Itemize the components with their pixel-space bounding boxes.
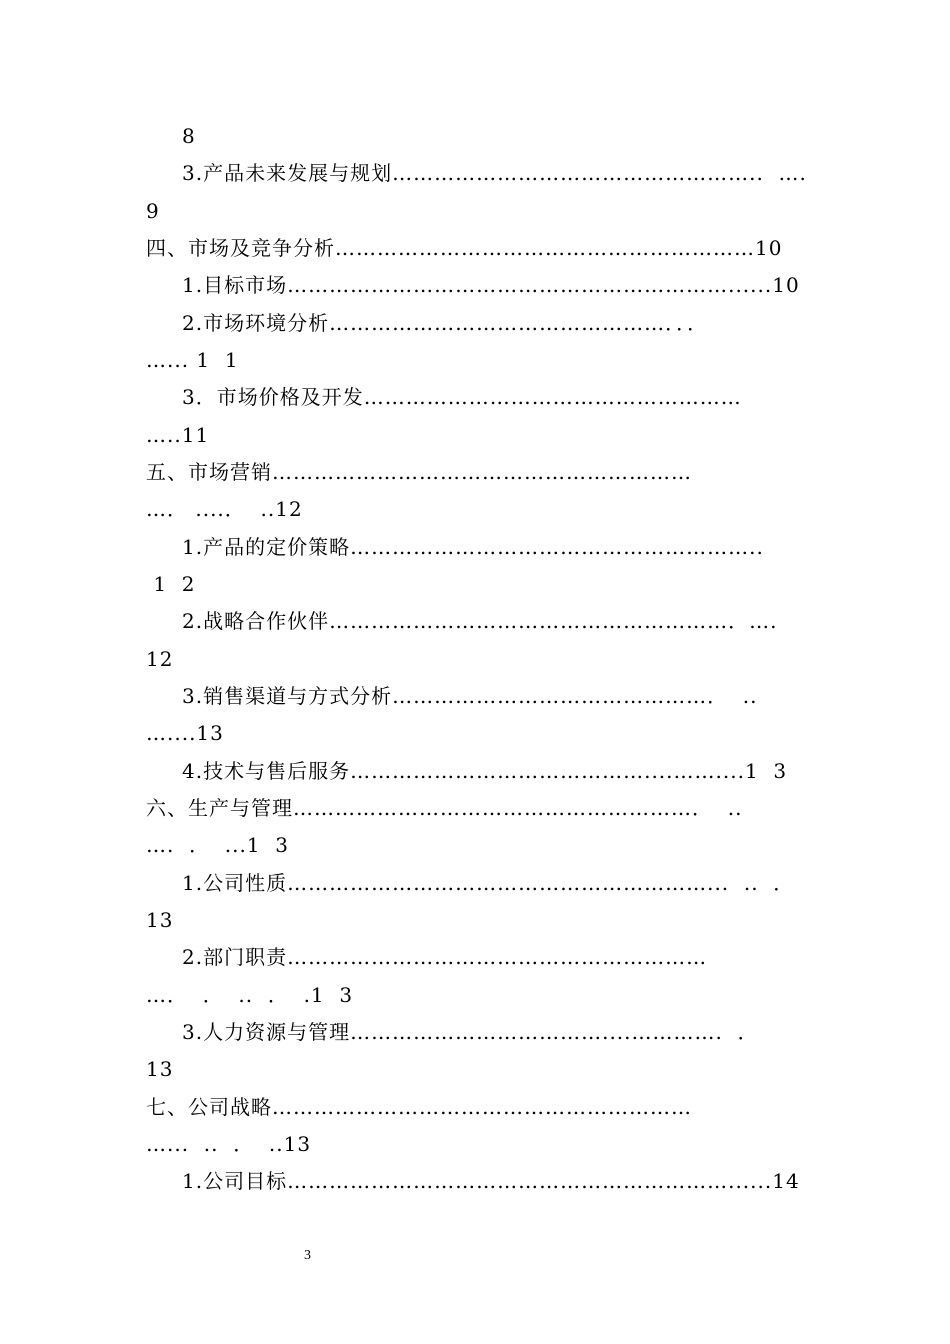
toc-line: 3．市场价格及开发……………………………………………… xyxy=(182,385,742,409)
toc-line: 七、公司战略…………………………………………………… xyxy=(146,1095,692,1119)
toc-line: 4.技术与售后服务……………………………………....……....1 3 xyxy=(182,759,788,783)
toc-line: 1.目标市场………………………………………………………......10 xyxy=(182,273,800,297)
toc-line: 1.公司目标………………………………………………………......14 xyxy=(182,1169,800,1193)
toc-line: 8 xyxy=(182,124,196,148)
toc-line: 3.人力资源与管理………………………………....…………. ． xyxy=(182,1020,759,1044)
page-number: 3 xyxy=(304,1248,311,1263)
toc-line: 1.公司性质……………………………………………………... .. ． xyxy=(182,871,795,895)
toc-line: …． ． .. ． .1 3 xyxy=(146,983,354,1007)
toc-line: …... 1 1 xyxy=(146,348,239,372)
toc-line: 四、市场及竞争分析……………………………………………………10 xyxy=(146,236,783,260)
toc-line: …..11 xyxy=(146,423,210,447)
toc-line: 13 xyxy=(146,908,174,932)
toc-line: …. ． ...1 3 xyxy=(146,833,290,857)
toc-line: 2.部门职责…………………………………………………… xyxy=(182,945,708,969)
toc-line: 13 xyxy=(146,1057,174,1081)
toc-line: 12 xyxy=(146,647,174,671)
toc-line: 五、市场营销…………………………………………………… xyxy=(146,460,692,484)
toc-line: 3.产品未来发展与规划…………………………………………….. …. xyxy=(182,161,807,185)
toc-line: 9 xyxy=(146,199,160,223)
toc-line: 1.产品的定价策略………………………………………………….. xyxy=(182,535,764,559)
toc-line: 2.战略合作伙伴…………………………………………………．…. xyxy=(182,609,778,633)
toc-line: 3.销售渠道与方式分析………………………………………． .. xyxy=(182,684,758,708)
toc-line: 1 2 xyxy=(146,572,196,596)
toc-line: …....13 xyxy=(146,721,224,745)
toc-line: 六、生产与管理…………………………………………………． .. xyxy=(146,796,743,820)
toc-line: 2.市场环境分析…………………………………………．．． xyxy=(182,311,709,335)
toc-line: …... .. ． ..13 xyxy=(146,1132,312,1156)
toc-line: …． ....． ..12 xyxy=(146,497,303,521)
